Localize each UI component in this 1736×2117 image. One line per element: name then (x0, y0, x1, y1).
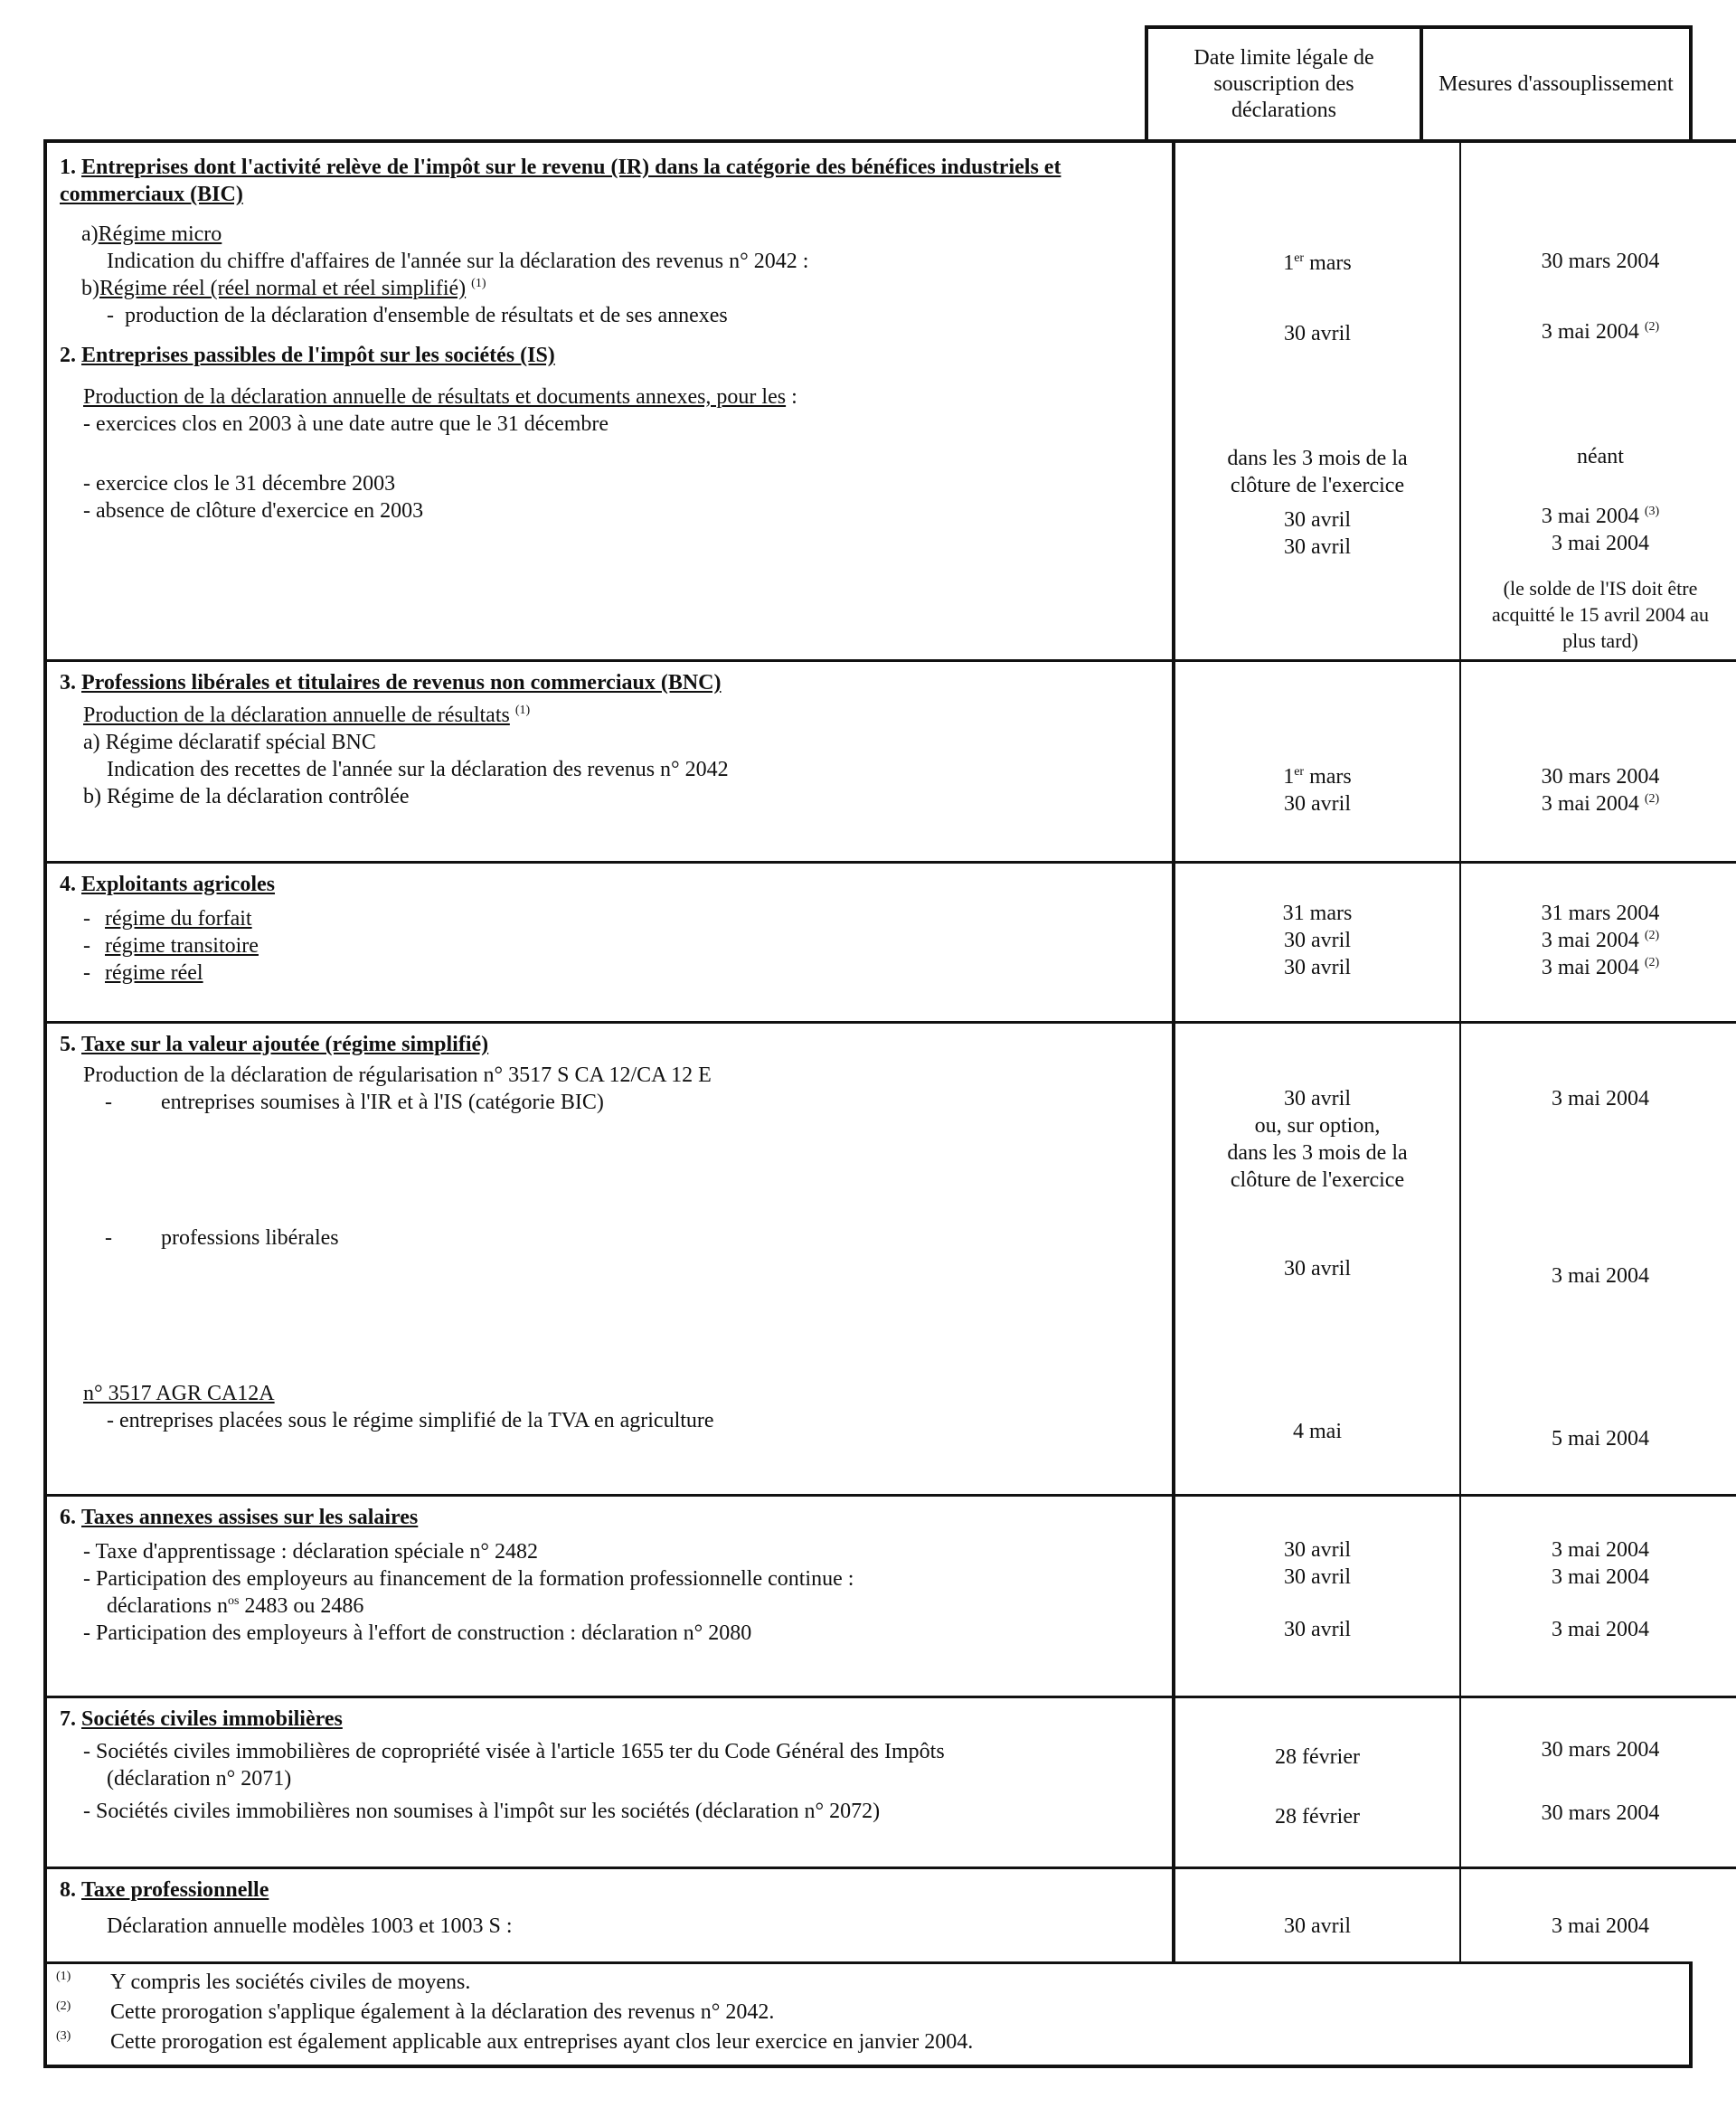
measure-cell: 30 mars 2004 (1541, 1738, 1660, 1762)
footnote (56, 1968, 1680, 1998)
measure-cell: 3 mai 2004 (1552, 1264, 1649, 1288)
section-title: Entreprises passibles de l'impôt sur les sociétés (IS) (81, 344, 555, 367)
header-deadline: Date limite légale de souscription des déclarations (1145, 25, 1421, 139)
list-item: - Sociétés civiles immobilières de copropriété visée à l'article 1655 ter du Code Général des Impôts (83, 1740, 945, 1763)
measure-cell: 5 mai 2004 (1552, 1427, 1649, 1451)
section-5 (45, 1023, 1736, 1496)
list-item: - entreprises placées sous le régime simplifié de la TVA en agriculture (107, 1409, 714, 1432)
item-label: Régime réel (réel normal et réel simplifié) (99, 277, 467, 300)
date-sup: er (1294, 251, 1305, 265)
list-item: régime du forfait (105, 907, 252, 931)
measure-cell: 3 mai 2004 (1552, 1565, 1649, 1589)
header-measures: Mesures d'assouplissement (1421, 25, 1693, 139)
item-text: production de la déclaration d'ensemble de résultats et de ses annexes (125, 304, 728, 327)
date-cell: 30 avril (1284, 508, 1351, 532)
date-cell: 30 avril (1284, 1618, 1351, 1641)
list-item: b) Régime de la déclaration contrôlée (83, 785, 410, 808)
footnote-ref: (1) (514, 704, 531, 717)
measure-cell: 3 mai 2004 (1552, 1914, 1649, 1938)
item-label: Régime micro (98, 222, 222, 246)
list-item: - Taxe d'apprentissage : déclaration spéciale n° 2482 (83, 1540, 538, 1564)
date-cell: 30 avril (1284, 929, 1351, 952)
list-item: - Participation des employeurs au financement de la formation professionnelle continue : (83, 1567, 854, 1591)
date-sup: er (1294, 765, 1305, 779)
section-number: 6. (60, 1506, 76, 1529)
footnote-mark: (2) (56, 1999, 71, 2013)
dash: - (105, 1091, 112, 1114)
date-cell: 30 avril (1284, 792, 1351, 816)
measure-cell: 3 mai 2004 (1552, 1087, 1649, 1110)
footnote (56, 1998, 1680, 2027)
measure-value: 3 mai 2004 (1541, 956, 1639, 979)
list-item: régime transitoire (105, 934, 259, 958)
footnote-mark: (3) (56, 2029, 71, 2043)
date-cell: 4 mai (1293, 1420, 1342, 1443)
sup: os (227, 1594, 240, 1608)
footnote-ref: (3) (1644, 505, 1660, 518)
list-item: Indication des recettes de l'année sur la déclaration des revenus n° 2042 (107, 758, 729, 781)
date-cell: 28 février (1275, 1745, 1360, 1769)
footnote-text: Y compris les sociétés civiles de moyens. (110, 1971, 471, 1994)
deadline-table (43, 139, 1736, 1961)
footnote (56, 2027, 1680, 2057)
section-4 (45, 863, 1736, 1023)
measure-cell: 3 mai 2004 (1552, 532, 1649, 555)
date-cell: 30 avril (1284, 956, 1351, 979)
list-item-cont: (déclaration n° 2071) (107, 1767, 292, 1791)
date-cell: 30 avril (1284, 1087, 1351, 1110)
list-item: - exercice clos le 31 décembre 2003 (83, 472, 396, 496)
measure-cell: 30 mars 2004 (1541, 250, 1660, 273)
date-cell: 30 avril (1284, 535, 1351, 559)
measure-value: 3 mai 2004 (1541, 929, 1639, 952)
date-cell: 30 avril (1284, 1538, 1351, 1562)
agr-form-label: n° 3517 AGR CA12A (83, 1382, 275, 1405)
date-cell: 30 avril (1284, 1914, 1351, 1938)
measure-cell: 3 mai 2004 (1552, 1618, 1649, 1641)
item-prefix: b) (81, 277, 99, 300)
date-cell: 30 avril (1284, 1565, 1351, 1589)
date-month: mars (1304, 251, 1352, 275)
footnotes (43, 1961, 1693, 2068)
item-text: Indication du chiffre d'affaires de l'année sur la déclaration des revenus n° 2042 : (107, 250, 809, 273)
measure-value: 3 mai 2004 (1541, 792, 1639, 816)
date-cell: 28 février (1275, 1805, 1360, 1829)
item-prefix: a) (81, 222, 99, 246)
section-title: Entreprises dont l'activité relève de l'impôt sur le revenu (IR) dans la catégorie des bénéfices industriels et commerciaux (BIC) (60, 156, 1061, 206)
section-intro: Production de la déclaration annuelle de résultats (83, 704, 510, 727)
document (43, 25, 1710, 2068)
list-item: - Sociétés civiles immobilières non soumises à l'impôt sur les sociétés (déclaration n° 2072) (83, 1800, 881, 1823)
section-number: 7. (60, 1707, 76, 1731)
date-cell: 31 mars (1282, 902, 1353, 925)
list-item: régime réel (105, 961, 203, 985)
section-3 (45, 661, 1736, 863)
section-title: Exploitants agricoles (81, 873, 275, 896)
measure-cell (1465, 318, 1736, 345)
list-item: Déclaration annuelle modèles 1003 et 1003 S : (107, 1914, 513, 1938)
section-title: Taxe sur la valeur ajoutée (régime simplifié) (81, 1033, 489, 1056)
dash: - (105, 1226, 112, 1250)
date-cell: dans les 3 mois de la clôture de l'exercice (1227, 447, 1408, 497)
measure-cell (1465, 503, 1736, 530)
measure-value: 3 mai 2004 (1541, 320, 1639, 344)
section-number: 2. (60, 344, 76, 367)
dash: - (83, 907, 90, 931)
list-item-cont: 2483 ou 2486 (239, 1594, 364, 1618)
footnote-ref: (2) (1644, 320, 1660, 334)
list-item: a) Régime déclaratif spécial BNC (83, 731, 376, 754)
section-6 (45, 1496, 1736, 1697)
list-item: professions libérales (161, 1226, 339, 1250)
footnote-ref: (2) (1644, 929, 1660, 942)
footnote-ref: (2) (1644, 792, 1660, 806)
measure-cell (1465, 790, 1736, 818)
footnote-text: Cette prorogation est également applicable aux entreprises ayant clos leur exercice en janvier 2004. (110, 2030, 974, 2054)
measure-cell: 30 mars 2004 (1541, 765, 1660, 789)
table-header (1145, 25, 1693, 139)
list-item: - absence de clôture d'exercice en 2003 (83, 499, 424, 523)
measure-cell: 30 mars 2004 (1541, 1801, 1660, 1825)
date-cell: dans les 3 mois de la clôture de l'exercice (1227, 1141, 1408, 1192)
section-intro: Production de la déclaration annuelle de résultats et documents annexes, pour les (83, 385, 787, 409)
list-item: entreprises soumises à l'IR et à l'IS (catégorie BIC) (161, 1091, 604, 1114)
section-title: Taxes annexes assises sur les salaires (81, 1506, 419, 1529)
section-number: 1. (60, 156, 76, 179)
is-balance-note: (le solde de l'IS doit être acquitté le 15 avril 2004 au plus tard) (1491, 577, 1710, 652)
section-title: Taxe professionnelle (81, 1878, 269, 1902)
footnote-ref: (1) (471, 277, 486, 290)
date-cell: 30 avril (1284, 1257, 1351, 1281)
footnote-ref: (2) (1644, 956, 1660, 969)
section-title: Sociétés civiles immobilières (81, 1707, 343, 1731)
list-item-cont: déclarations n (107, 1594, 228, 1618)
measure-cell: 3 mai 2004 (1552, 1538, 1649, 1562)
section-intro: Production de la déclaration de régularisation n° 3517 S CA 12/CA 12 E (83, 1063, 712, 1087)
section-8 (45, 1868, 1736, 1962)
date-day: 1 (1283, 251, 1295, 275)
date-cell (1179, 250, 1456, 277)
date-day: 1 (1283, 765, 1295, 789)
date-cell: 30 avril (1284, 322, 1351, 345)
section-7 (45, 1697, 1736, 1868)
section-number: 4. (60, 873, 76, 896)
colon: : (786, 385, 797, 409)
list-item: - exercices clos en 2003 à une date autre que le 31 décembre (83, 412, 609, 436)
measure-cell (1465, 927, 1736, 954)
date-month: mars (1304, 765, 1352, 789)
measure-value: 3 mai 2004 (1541, 505, 1639, 528)
measure-cell (1465, 954, 1736, 981)
section-title: Professions libérales et titulaires de revenus non commerciaux (BNC) (81, 671, 722, 695)
date-cell (1179, 763, 1456, 790)
section-number: 3. (60, 671, 76, 695)
dash: - (83, 934, 90, 958)
measure-cell: néant (1577, 445, 1624, 468)
footnote-mark: (1) (56, 1970, 71, 1983)
footnote-text: Cette prorogation s'applique également à la déclaration des revenus n° 2042. (110, 2000, 775, 2024)
measure-cell: 31 mars 2004 (1541, 902, 1660, 925)
section-1: 1. Entreprises dont l'activité relève de l'impôt sur le revenu (IR) dans la catégorie des bénéfices industriels et commerciaux (BIC) a)Régime micro Indication du chiffre d'affaires de l'année sur la déclaration des revenus n° 2042 : b)Régime réel (réel normal et réel simplifié) $^{(1)}$ - production de la déclaration d'ensemble de résultats et de ses annexes 2. Entreprises passibles de l'impôt sur les sociétés (IS) Production de la déclaration annuelle de résultats et documents annexes, pour les : - exercices clos en 2003 à une date autre que le 31 décembre - exercice clos le 31 décembre 2003 - absence de clôture d'exercice en 2003 1er mars 30 avril dans les 3 mois de la clôture de l'exercice 30 avril 30 avril 30 mars 2004 3 mai 2004 $^{(2)}$ néant 3 mai 2004 $^{(3)}$ 3 mai 2004 (le solde de l'IS doit être acquitté le 15 avril 2004 au plus tard) (45, 141, 1736, 661)
list-item: - Participation des employeurs à l'effort de construction : déclaration n° 2080 (83, 1621, 752, 1645)
dash: - (83, 961, 90, 985)
section-number: 5. (60, 1033, 76, 1056)
section-number: 8. (60, 1878, 76, 1902)
date-cell: ou, sur option, (1254, 1114, 1381, 1138)
